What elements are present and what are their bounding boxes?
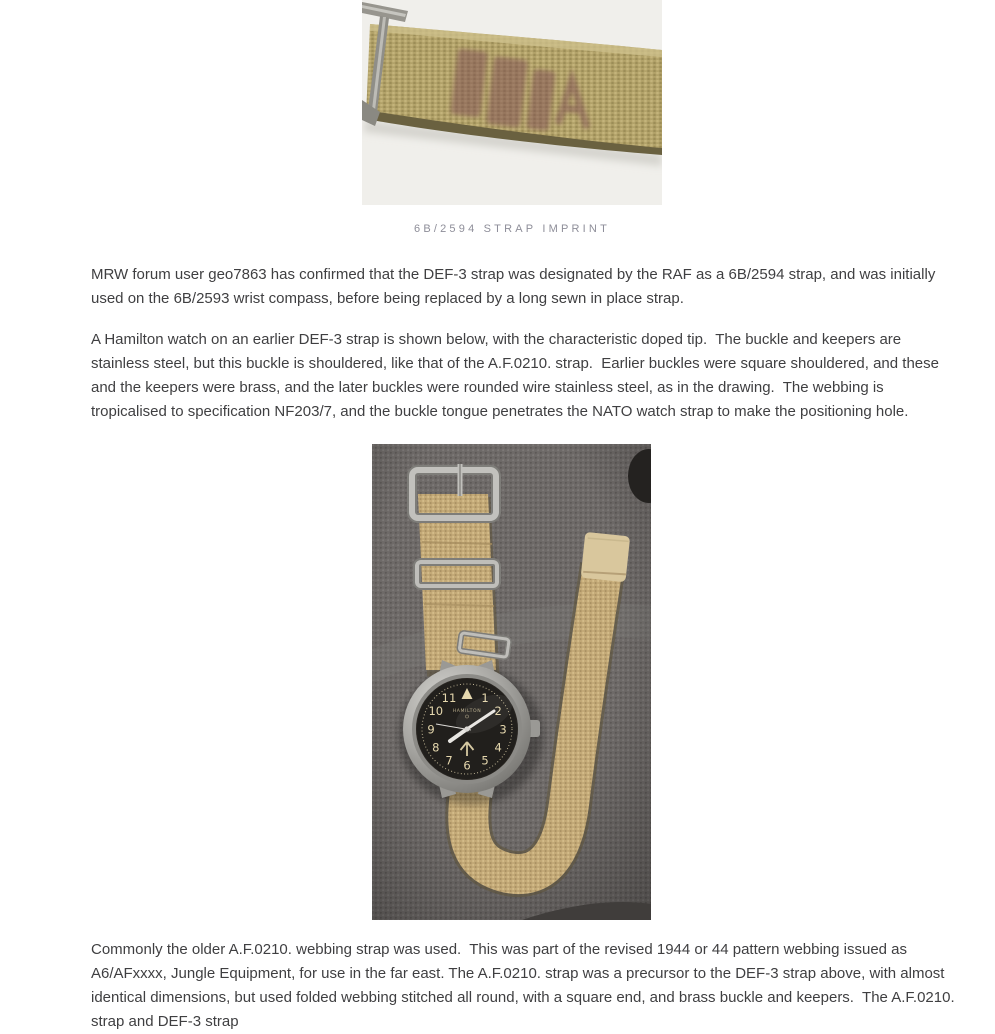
svg-text:4: 4 [494, 740, 502, 755]
svg-text:8: 8 [432, 740, 440, 755]
doped-tip [581, 532, 631, 582]
dial-brand: HAMILTON [452, 709, 482, 714]
svg-text:2: 2 [494, 704, 502, 718]
svg-text:6: 6 [463, 758, 471, 773]
paragraph-strap-designation: MRW forum user geo7863 has confirmed that the DEF-3 strap was designated by the RAF as a 6B/2594 strap, and was initially used on the 6B/2593 wrist compass, before being replaced by a long sewn in place strap. [91, 266, 940, 307]
svg-text:11: 11 [441, 691, 457, 705]
svg-text:10: 10 [428, 704, 444, 718]
hamilton-watch-photo [372, 444, 651, 920]
svg-text:9: 9 [427, 722, 435, 737]
svg-text:1: 1 [481, 691, 489, 705]
svg-text:3: 3 [499, 722, 507, 737]
strap-imprint-illustration [362, 0, 662, 205]
hamilton-watch-illustration [372, 444, 651, 920]
watch-dial [403, 665, 531, 793]
photo-caption: 6B/2594 STRAP IMPRINT [414, 223, 610, 235]
svg-text:5: 5 [481, 753, 489, 768]
strap-imprint-photo [362, 0, 662, 205]
svg-text:7: 7 [445, 753, 453, 768]
paragraph-af0210-description: Commonly the older A.F.0210. webbing strap was used. This was part of the revised 1944 or 44 pattern webbing issued as A6/AFxxxx, Jungle Equipment, for use in the far east. The A.F.0210. strap was a precursor to the DEF-3 strap above, with almost identical dimensions, but used folded webbing stitched all round, with a square end, and brass buckle and keepers. The A.F.0210. strap and DEF-3 strap [91, 941, 959, 1030]
paragraph-hamilton-description: A Hamilton watch on an earlier DEF-3 strap is shown below, with the characteristic doped tip. The buckle and keepers are stainless steel, but this buckle is shouldered, like that of the A.F.0210. strap. Earlier buckles were square shouldered, and these and the keepers were brass, and the later buckles were rounded wire stainless steel, as in the drawing. The webbing is tropicalised to specification NF203/7, and the buckle tongue penetrates the NATO watch strap to make the positioning hole. [91, 331, 944, 420]
